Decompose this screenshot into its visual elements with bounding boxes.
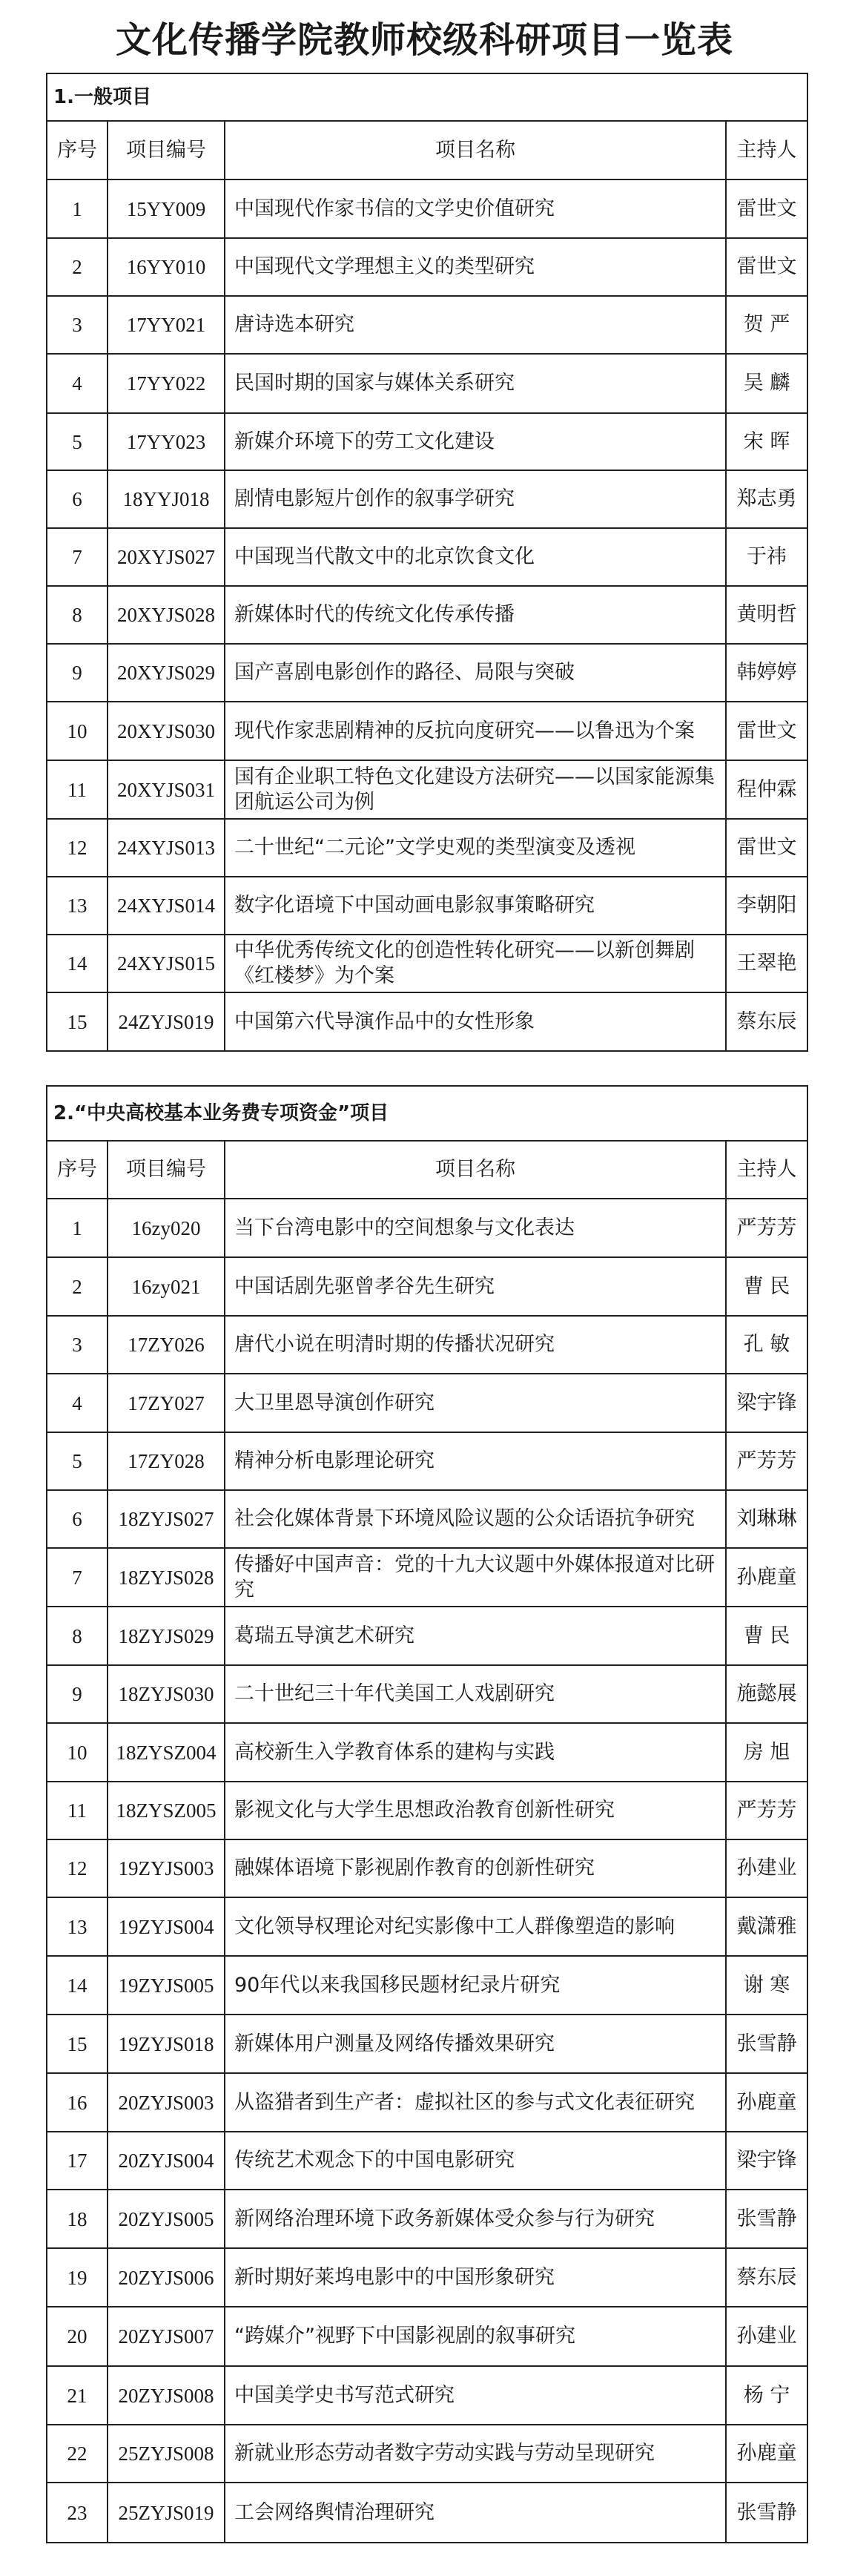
- table-row: [47, 470, 807, 528]
- table-row: [47, 2248, 807, 2307]
- row-index: 15: [47, 2015, 108, 2073]
- row-index: 8: [47, 586, 108, 644]
- project-leader: 刘琳琳: [726, 1490, 807, 1548]
- project-leader: 雷世文: [726, 702, 807, 760]
- table-row: [47, 1782, 807, 1839]
- table-row: [47, 354, 807, 413]
- project-name: 中国现代文学理想主义的类型研究: [225, 238, 726, 296]
- project-name: 二十世纪“二元论”文学史观的类型演变及透视: [225, 819, 726, 877]
- project-code: 17YY021: [108, 296, 225, 354]
- table-row: [47, 644, 807, 702]
- project-code: 18ZYSZ005: [108, 1782, 225, 1839]
- section-heading-row: [47, 73, 807, 121]
- project-leader: 王翠艳: [726, 935, 807, 992]
- table-row: [47, 296, 807, 354]
- project-name: 新就业形态劳动者数字劳动实践与劳动呈现研究: [225, 2425, 726, 2483]
- project-leader: 黄明哲: [726, 586, 807, 644]
- row-index: 7: [47, 528, 108, 586]
- table-row: [47, 2483, 807, 2543]
- table-row: [47, 2366, 807, 2425]
- row-index: 12: [47, 1839, 108, 1897]
- project-code: 15YY009: [108, 179, 225, 238]
- project-leader: 孙鹿童: [726, 1548, 807, 1607]
- project-leader: 严芳芳: [726, 1782, 807, 1839]
- project-name: 中国话剧先驱曾孝谷先生研究: [225, 1257, 726, 1316]
- project-name: 国有企业职工特色文化建设方法研究——以国家能源集团航运公司为例: [225, 760, 726, 819]
- project-leader: 吴 麟: [726, 354, 807, 413]
- project-code: 25ZYJS019: [108, 2483, 225, 2543]
- row-index: 12: [47, 819, 108, 877]
- table-row: [47, 2015, 807, 2073]
- project-code: 16zy021: [108, 1257, 225, 1316]
- project-name: 中华优秀传统文化的创造性转化研究——以新创舞剧《红楼梦》为个案: [225, 935, 726, 992]
- project-name: 从盗猎者到生产者：虚拟社区的参与式文化表征研究: [225, 2073, 726, 2132]
- table-row: [47, 1374, 807, 1432]
- project-code: 16zy020: [108, 1199, 225, 1257]
- project-name: 剧情电影短片创作的叙事学研究: [225, 470, 726, 528]
- project-code: 20XYJS027: [108, 528, 225, 586]
- project-name: “跨媒介”视野下中国影视剧的叙事研究: [225, 2307, 726, 2366]
- project-name: 新媒体用户测量及网络传播效果研究: [225, 2015, 726, 2073]
- project-name: 融媒体语境下影视剧作教育的创新性研究: [225, 1839, 726, 1897]
- project-code: 20XYJS028: [108, 586, 225, 644]
- project-code: 18ZYJS029: [108, 1607, 225, 1665]
- header-code: 项目编号: [108, 1141, 225, 1199]
- table-row: [47, 586, 807, 644]
- project-leader: 施懿展: [726, 1665, 807, 1723]
- row-index: 17: [47, 2132, 108, 2190]
- table-row: [47, 819, 807, 877]
- row-index: 8: [47, 1607, 108, 1665]
- row-index: 13: [47, 1897, 108, 1956]
- project-code: 16YY010: [108, 238, 225, 296]
- project-code: 20ZYJS004: [108, 2132, 225, 2190]
- project-name: 中国现当代散文中的北京饮食文化: [225, 528, 726, 586]
- project-code: 20ZYJS006: [108, 2248, 225, 2307]
- row-index: 14: [47, 1956, 108, 2015]
- row-index: 11: [47, 1782, 108, 1839]
- project-code: 20XYJS030: [108, 702, 225, 760]
- project-leader: 梁宇锋: [726, 1374, 807, 1432]
- table-row: [47, 760, 807, 819]
- project-name: 传统艺术观念下的中国电影研究: [225, 2132, 726, 2190]
- project-name: 民国时期的国家与媒体关系研究: [225, 354, 726, 413]
- row-index: 2: [47, 1257, 108, 1316]
- project-code: 18YYJ018: [108, 470, 225, 528]
- table-row: [47, 2190, 807, 2248]
- project-name: 葛瑞五导演艺术研究: [225, 1607, 726, 1665]
- project-leader: 严芳芳: [726, 1432, 807, 1490]
- project-leader: 孙建业: [726, 2307, 807, 2366]
- project-leader: 雷世文: [726, 819, 807, 877]
- row-index: 1: [47, 179, 108, 238]
- project-code: 19ZYJS005: [108, 1956, 225, 2015]
- project-leader: 蔡东辰: [726, 992, 807, 1051]
- project-leader: 雷世文: [726, 238, 807, 296]
- table-row: [47, 1199, 807, 1257]
- project-name: 数字化语境下中国动画电影叙事策略研究: [225, 877, 726, 935]
- project-code: 20ZYJS005: [108, 2190, 225, 2248]
- project-code: 20ZYJS003: [108, 2073, 225, 2132]
- row-index: 6: [47, 470, 108, 528]
- project-name: 90年代以来我国移民题材纪录片研究: [225, 1956, 726, 2015]
- project-code: 17YY023: [108, 413, 225, 470]
- project-leader: 孙建业: [726, 1839, 807, 1897]
- header-name: 项目名称: [225, 1141, 726, 1199]
- table-row: [47, 1548, 807, 1607]
- project-name: 当下台湾电影中的空间想象与文化表达: [225, 1199, 726, 1257]
- table-row: [47, 413, 807, 470]
- row-index: 9: [47, 644, 108, 702]
- row-index: 20: [47, 2307, 108, 2366]
- header-leader: 主持人: [726, 1141, 807, 1199]
- project-leader: 张雪静: [726, 2015, 807, 2073]
- header-leader: 主持人: [726, 121, 807, 179]
- row-index: 10: [47, 702, 108, 760]
- row-index: 23: [47, 2483, 108, 2543]
- project-code: 19ZYJS018: [108, 2015, 225, 2073]
- project-name: 唐代小说在明清时期的传播状况研究: [225, 1316, 726, 1374]
- table-row: [47, 1316, 807, 1374]
- project-leader: 梁宇锋: [726, 2132, 807, 2190]
- project-name: 中国现代作家书信的文学史价值研究: [225, 179, 726, 238]
- row-index: 3: [47, 296, 108, 354]
- table-row: [47, 1607, 807, 1665]
- table-row: [47, 992, 807, 1051]
- header-name: 项目名称: [225, 121, 726, 179]
- project-name: 大卫里恩导演创作研究: [225, 1374, 726, 1432]
- project-code: 24XYJS015: [108, 935, 225, 992]
- project-name: 新媒体时代的传统文化传承传播: [225, 586, 726, 644]
- project-leader: 张雪静: [726, 2483, 807, 2543]
- central-fund-projects-table: [46, 1085, 808, 2543]
- project-code: 18ZYJS028: [108, 1548, 225, 1607]
- project-name: 唐诗选本研究: [225, 296, 726, 354]
- project-name: 中国美学史书写范式研究: [225, 2366, 726, 2425]
- row-index: 4: [47, 354, 108, 413]
- row-index: 21: [47, 2366, 108, 2425]
- project-name: 高校新生入学教育体系的建构与实践: [225, 1723, 726, 1782]
- row-index: 9: [47, 1665, 108, 1723]
- table-row: [47, 1723, 807, 1782]
- table-header-row: [47, 121, 807, 179]
- table-row: [47, 238, 807, 296]
- project-code: 19ZYJS004: [108, 1897, 225, 1956]
- document-title: 文化传播学院教师校级科研项目一览表: [115, 19, 733, 61]
- project-leader: 房 旭: [726, 1723, 807, 1782]
- project-name: 现代作家悲剧精神的反抗向度研究——以鲁迅为个案: [225, 702, 726, 760]
- project-code: 17ZY026: [108, 1316, 225, 1374]
- row-index: 13: [47, 877, 108, 935]
- project-code: 17ZY027: [108, 1374, 225, 1432]
- project-name: 工会网络舆情治理研究: [225, 2483, 726, 2543]
- project-code: 20ZYJS007: [108, 2307, 225, 2366]
- project-code: 20ZYJS008: [108, 2366, 225, 2425]
- table-row: [47, 528, 807, 586]
- project-name: 中国第六代导演作品中的女性形象: [225, 992, 726, 1051]
- project-name: 二十世纪三十年代美国工人戏剧研究: [225, 1665, 726, 1723]
- project-name: 国产喜剧电影创作的路径、局限与突破: [225, 644, 726, 702]
- row-index: 5: [47, 1432, 108, 1490]
- project-leader: 严芳芳: [726, 1199, 807, 1257]
- project-leader: 郑志勇: [726, 470, 807, 528]
- project-leader: 韩婷婷: [726, 644, 807, 702]
- project-leader: 于祎: [726, 528, 807, 586]
- project-code: 17ZY028: [108, 1432, 225, 1490]
- table-row: [47, 2073, 807, 2132]
- project-code: 19ZYJS003: [108, 1839, 225, 1897]
- project-leader: 孔 敏: [726, 1316, 807, 1374]
- row-index: 7: [47, 1548, 108, 1607]
- table-row: [47, 179, 807, 238]
- project-code: 20XYJS029: [108, 644, 225, 702]
- project-leader: 曹 民: [726, 1257, 807, 1316]
- project-leader: 孙鹿童: [726, 2425, 807, 2483]
- section-heading: 1.一般项目: [47, 73, 807, 121]
- project-code: 17YY022: [108, 354, 225, 413]
- row-index: 3: [47, 1316, 108, 1374]
- project-leader: 戴潇雅: [726, 1897, 807, 1956]
- project-leader: 曹 民: [726, 1607, 807, 1665]
- general-projects-table: [46, 73, 808, 1052]
- row-index: 1: [47, 1199, 108, 1257]
- header-code: 项目编号: [108, 121, 225, 179]
- table-row: [47, 2132, 807, 2190]
- row-index: 19: [47, 2248, 108, 2307]
- table-row: [47, 1257, 807, 1316]
- row-index: 2: [47, 238, 108, 296]
- project-code: 18ZYJS030: [108, 1665, 225, 1723]
- row-index: 14: [47, 935, 108, 992]
- project-name: 社会化媒体背景下环境风险议题的公众话语抗争研究: [225, 1490, 726, 1548]
- table-row: [47, 1956, 807, 2015]
- header-index: 序号: [47, 1141, 108, 1199]
- table-header-row: [47, 1141, 807, 1199]
- header-index: 序号: [47, 121, 108, 179]
- project-leader: 宋 晖: [726, 413, 807, 470]
- project-leader: 张雪静: [726, 2190, 807, 2248]
- table-row: [47, 1665, 807, 1723]
- project-name: 新网络治理环境下政务新媒体受众参与行为研究: [225, 2190, 726, 2248]
- section-heading-row: [47, 1086, 807, 1141]
- table-row: [47, 1490, 807, 1548]
- table-row: [47, 702, 807, 760]
- project-leader: 贺 严: [726, 296, 807, 354]
- project-leader: 孙鹿童: [726, 2073, 807, 2132]
- table-row: [47, 1839, 807, 1897]
- project-name: 文化领导权理论对纪实影像中工人群像塑造的影响: [225, 1897, 726, 1956]
- row-index: 6: [47, 1490, 108, 1548]
- row-index: 22: [47, 2425, 108, 2483]
- project-leader: 蔡东辰: [726, 2248, 807, 2307]
- table-row: [47, 1432, 807, 1490]
- table-row: [47, 2307, 807, 2366]
- row-index: 10: [47, 1723, 108, 1782]
- project-code: 18ZYSZ004: [108, 1723, 225, 1782]
- project-code: 24XYJS013: [108, 819, 225, 877]
- project-name: 新时期好莱坞电影中的中国形象研究: [225, 2248, 726, 2307]
- project-leader: 李朝阳: [726, 877, 807, 935]
- table-row: [47, 1897, 807, 1956]
- project-leader: 雷世文: [726, 179, 807, 238]
- project-name: 新媒介环境下的劳工文化建设: [225, 413, 726, 470]
- project-name: 传播好中国声音：党的十九大议题中外媒体报道对比研究: [225, 1548, 726, 1607]
- project-code: 20XYJS031: [108, 760, 225, 819]
- table-row: [47, 877, 807, 935]
- row-index: 16: [47, 2073, 108, 2132]
- table-row: [47, 935, 807, 992]
- project-leader: 谢 寒: [726, 1956, 807, 2015]
- project-code: 25ZYJS008: [108, 2425, 225, 2483]
- row-index: 15: [47, 992, 108, 1051]
- project-leader: 程仲霖: [726, 760, 807, 819]
- project-code: 18ZYJS027: [108, 1490, 225, 1548]
- project-code: 24ZYJS019: [108, 992, 225, 1051]
- row-index: 4: [47, 1374, 108, 1432]
- row-index: 11: [47, 760, 108, 819]
- section-heading: 2.“中央高校基本业务费专项资金”项目: [47, 1086, 807, 1141]
- project-name: 精神分析电影理论研究: [225, 1432, 726, 1490]
- table-row: [47, 2425, 807, 2483]
- project-leader: 杨 宁: [726, 2366, 807, 2425]
- project-name: 影视文化与大学生思想政治教育创新性研究: [225, 1782, 726, 1839]
- row-index: 5: [47, 413, 108, 470]
- row-index: 18: [47, 2190, 108, 2248]
- project-code: 24XYJS014: [108, 877, 225, 935]
